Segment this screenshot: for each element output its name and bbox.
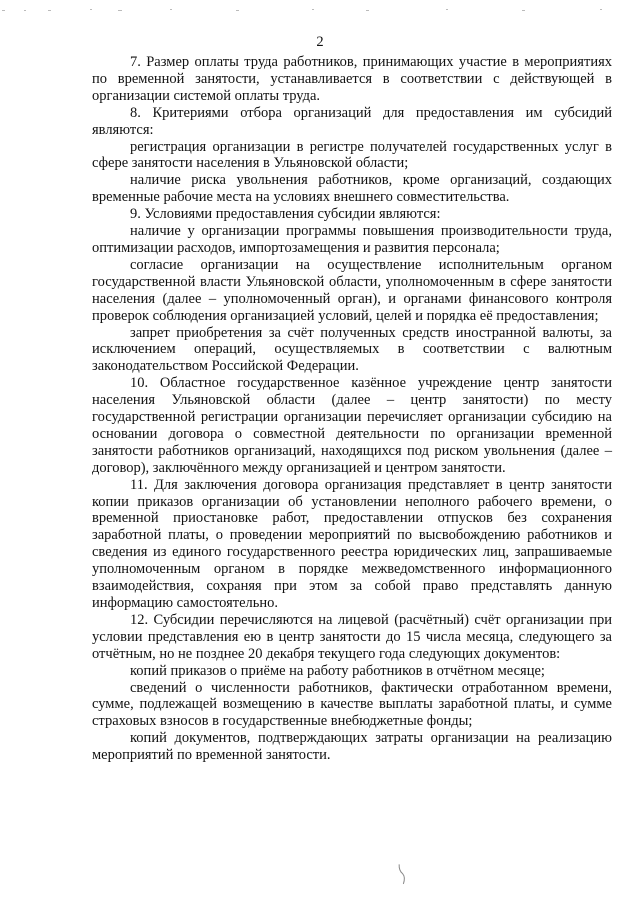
paragraph-12-item-1: копий приказов о приёме на работу работников в отчётном месяце; — [130, 662, 545, 679]
scan-artifact-mark — [392, 861, 412, 890]
paragraph-12: 12. Субсидии перечисляются на лицевой (расчётный) счёт организации при условии представления ею в центр занятости до 15 числа месяца, следующего за отчётным, но не позднее 20 декабря текущего года следующих документов: — [92, 611, 612, 662]
paragraph-9-condition-3: запрет приобретения за счёт полученных средств иностранной валюты, за исключением операций, осуществляемых в соответствии с валютным законодательством Российской Федерации. — [92, 324, 612, 375]
paragraph-9-condition-2: согласие организации на осуществление исполнительным органом государственной власти Ульяновской области, уполномоченным в сфере занятости населения (далее – уполномоченный орган), и органами финансового контроля проверок соблюдения организацией условий, целей и порядка её предоставления; — [92, 256, 612, 324]
paragraph-9: 9. Условиями предоставления субсидии являются: — [130, 206, 441, 223]
paragraph-8-criterion-2: наличие риска увольнения работников, кроме организаций, создающих временные рабочие места на условиях внешнего совместительства. — [92, 172, 612, 206]
document-body — [92, 54, 612, 764]
paragraph-8: 8. Критериями отбора организаций для предоставления им субсидий являются: — [92, 104, 612, 138]
page-number: 2 — [316, 34, 324, 50]
paragraph-11: 11. Для заключения договора организация представляет в центр занятости копии приказов организации об установлении неполного рабочего времени, о временной приостановке работ, предоставлении отпусков без сохранения заработной платы, о проведении мероприятий по высвобождению работников и сведения из единого государственного реестра юридических лиц, запрашиваемые уполномоченным органом в порядке межведомственного информационного взаимодействия, сохраняя при этом за собой право представлять данную информацию самостоятельно. — [92, 476, 612, 611]
paragraph-12-item-3: копий документов, подтверждающих затраты организации на реализацию мероприятий по временной занятости. — [92, 730, 612, 764]
paragraph-12-item-2: сведений о численности работников, фактически отработанном времени, сумме, подлежащей возмещению в качестве выплаты заработной платы, и сумме страховых взносов в государственные внебюджетные фонды; — [92, 679, 612, 730]
paragraph-7: 7. Размер оплаты труда работников, принимающих участие в мероприятиях по временной занятости, устанавливается в соответствии с действующей в организации системой оплаты труда. — [92, 54, 612, 104]
paragraph-8-criterion-1: регистрация организации в регистре получателей государственных услуг в сфере занятости населения в Ульяновской области; — [92, 138, 612, 172]
scan-artifact-dots — [0, 8, 640, 14]
paragraph-10: 10. Областное государственное казённое учреждение центр занятости населения Ульяновской области (далее – центр занятости) по месту государственной регистрации организации перечисляет организации субсидию на основании договора о совместной деятельности по организации временной занятости работников организаций, находящихся под риском увольнения (далее – договор), заключённого между организацией и центром занятости. — [92, 375, 612, 476]
paragraph-9-condition-1: наличие у организации программы повышения производительности труда, оптимизации расходов, импортозамещения и развития персонала; — [92, 223, 612, 256]
